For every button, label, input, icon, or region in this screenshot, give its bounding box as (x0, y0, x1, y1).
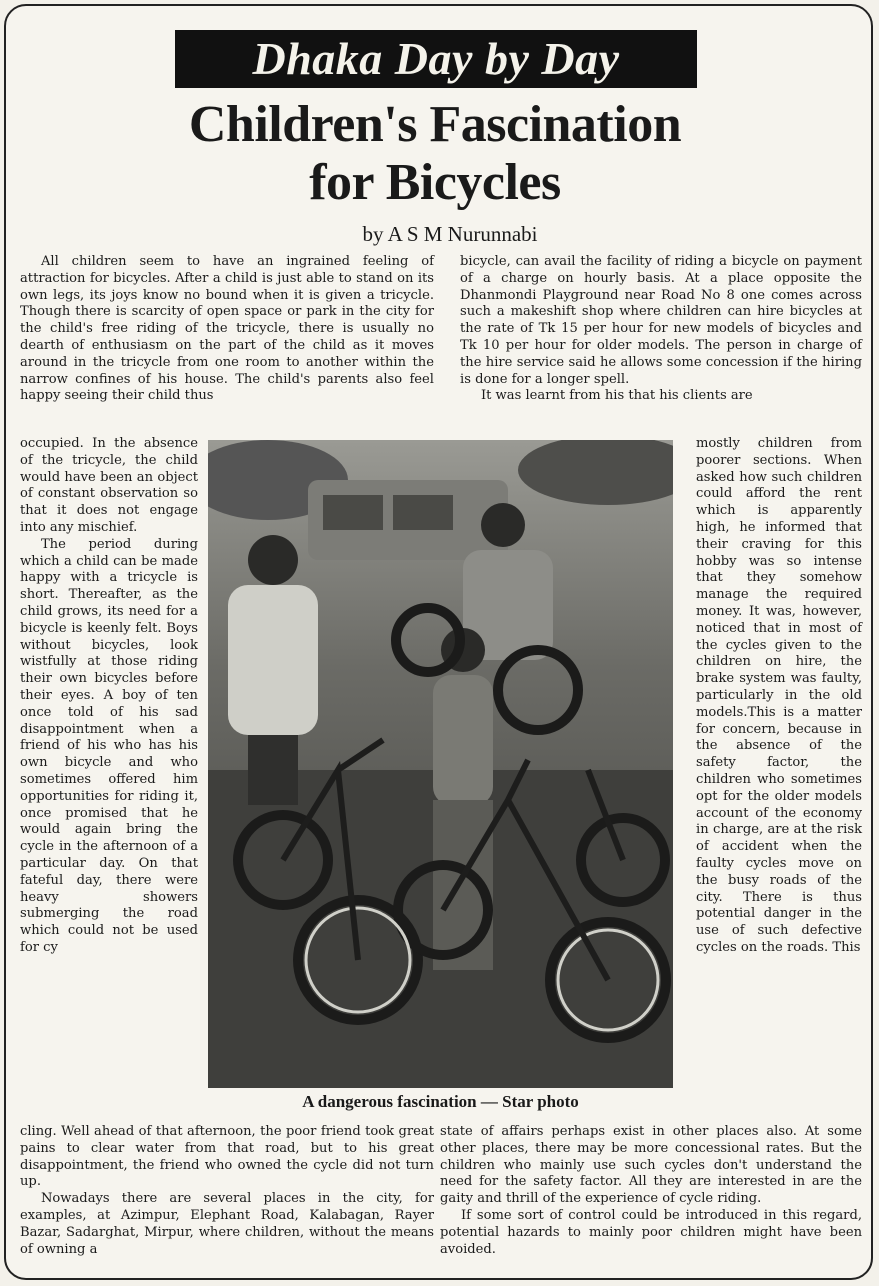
column2-paragraph-3: state of affairs perhaps exist in other places also. At some other places, there may be more concessional rates. But the children who mainly use such cycles don't understand the need for the safety factor. All they are interested in are the gaity and thrill of the experience of cycle riding. (440, 1124, 862, 1207)
column1-top (20, 254, 434, 405)
headline-line-1: Children's Fascination (188, 96, 682, 153)
column2-top (460, 254, 862, 405)
column1-paragraph-1: All children seem to have an ingrained feeling of attraction for bicycles. After a child is just able to stand on its own legs, its joys know no bound when it is given a tricycle. Though there is scarcity of open space or park in the city for the child's free riding of the tricycle, there is usually no dearth of enthusiasm on the part of the child as it moves around in the tricycle from one room to another within the narrow confines of his house. The child's parents also feel happy seeing their child thus (20, 254, 434, 404)
column1-narrow (20, 436, 198, 957)
column2-paragraph-1: bicycle, can avail the facility of riding a bicycle on payment of a charge on hourly basis. At a place opposite the Dhanmondi Playground near Road No 8 one comes across such a makeshift shop where children can hire bicycles at the rate of Tk 15 per hour for new models of bicycles and Tk 10 per hour for older models. The person in charge of the hire service said he allows some concession if the hiring is done for a longer spell. (460, 254, 862, 387)
column2-paragraph-2-cont: mostly children from poorer sections. When asked how such children could afford the rent which is apparently high, he informed that their craving for this hobby was so intense that they somehow manage the required money. It was, however, noticed that in most of the cycles given to the children on hire, the brake system was faulty, particularly in the old models.This is a matter for concern, because in the absence of the safety factor, the children who sometimes opt for the older models account of the economy in charge, are at the risk of accident when the faulty cycles move on the busy roads of the city. There is thus potential danger in the use of such defective cycles on the roads. This (696, 436, 862, 955)
byline: by A S M Nurunnabi (362, 222, 538, 246)
section-banner: Dhaka Day by Day (175, 30, 697, 88)
column1-paragraph-1-cont: occupied. In the absence of the tricycle, the child would have been an object of constant observation so that it does not engage into any mischief. (20, 436, 198, 535)
headline-line-2: for Bicycles (309, 154, 561, 211)
column1-paragraph-2: The period during which a child can be made happy with a tricycle is short. Thereafter, as the child grows, its need for a bicycle is keenly felt. Boys without bicycles, look wistfully at those riding their own bicycles before their eyes. A boy of ten once told of his sad disappointment when a friend of his who has his own bicycle and who sometimes offered him opportunities for riding it, once promised that he would again bring the cycle in the afternoon of a particular day. On that fateful day, there were heavy showers submerging the road which could not be used for cy (20, 536, 198, 955)
column1-bottom (20, 1124, 434, 1258)
column2-narrow (696, 436, 862, 957)
headline (40, 96, 830, 212)
column2-bottom (440, 1124, 862, 1258)
column2-paragraph-4: If some sort of control could be introduced in this regard, potential hazards to mainly poor children might have been avoided. (440, 1207, 862, 1257)
photo-children-on-bicycles (208, 440, 673, 1088)
column2-paragraph-2: It was learnt from his that his clients are (480, 388, 753, 404)
column1-paragraph-3: Nowadays there are several places in the city, for examples, at Azimpur, Elephant Road, Kalabagan, Rayer Bazar, Sadarghat, Mirpur, where children, without the means of owning a (20, 1191, 434, 1257)
column1-paragraph-2-cont: cling. Well ahead of that afternoon, the poor friend took great pains to clear water from that road, but to his great disappointment, the friend who owned the cycle did not turn up. (20, 1124, 434, 1190)
photo-caption: A dangerous fascination — Star photo (302, 1092, 579, 1111)
